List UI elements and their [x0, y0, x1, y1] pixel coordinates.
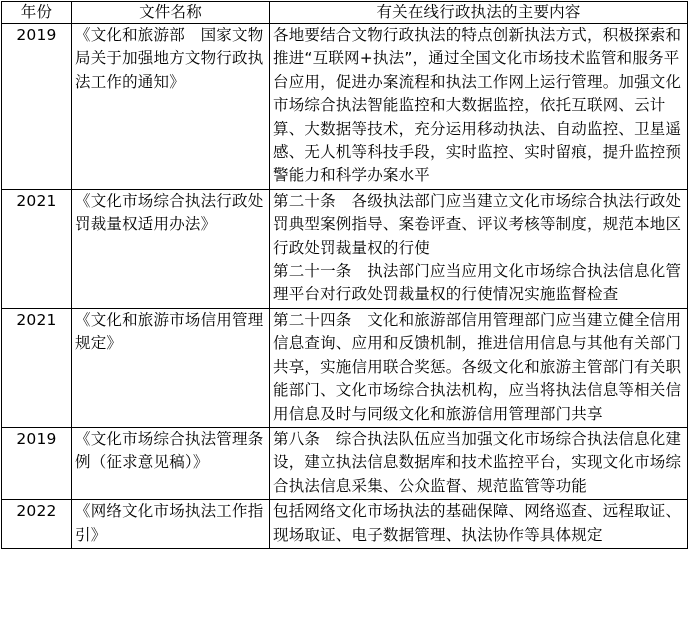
document-name-cell: 《文化和旅游市场信用管理规定》	[72, 308, 270, 427]
content-paragraph: 包括网络文化市场执法的基础保障、网络巡查、远程取证、现场取证、电子数据管理、执法协作等具体规定	[273, 502, 682, 544]
table-row	[2, 24, 688, 190]
document-name-cell: 《文化和旅游部 国家文物局关于加强地方文物行政执法工作的通知》	[72, 24, 270, 190]
content-cell	[270, 500, 688, 549]
year-cell: 2021	[2, 189, 72, 308]
year-cell: 2019	[2, 427, 72, 499]
year-cell: 2021	[2, 308, 72, 427]
table-row	[2, 189, 688, 308]
document-name-cell: 《网络文化市场执法工作指引》	[72, 500, 270, 549]
header-main-content: 有关在线行政执法的主要内容	[270, 2, 688, 24]
content-cell	[270, 308, 688, 427]
table-row	[2, 308, 688, 427]
table-header-row	[2, 2, 688, 24]
document-name-cell: 《文化市场综合执法管理条例（征求意见稿）》	[72, 427, 270, 499]
content-paragraph: 第八条 综合执法队伍应当加强文化市场综合执法信息化建设，建立执法信息数据库和技术监控平台，实现文化市场综合执法信息采集、公众监督、规范监管等功能	[273, 429, 682, 495]
content-cell	[270, 24, 688, 190]
content-paragraph: 第二十一条 执法部门应当应用文化市场综合执法信息化管理平台对行政处罚裁量权的行使情况实施监督检查	[273, 262, 682, 304]
header-year: 年份	[2, 2, 72, 24]
content-cell	[270, 189, 688, 308]
document-name-cell: 《文化市场综合执法行政处罚裁量权适用办法》	[72, 189, 270, 308]
table-row	[2, 427, 688, 499]
year-cell: 2019	[2, 24, 72, 190]
header-document-name: 文件名称	[72, 2, 270, 24]
table-row	[2, 500, 688, 549]
content-paragraph: 第二十条 各级执法部门应当建立文化市场综合执法行政处罚典型案例指导、案卷评查、评议考核等制度，规范本地区行政处罚裁量权的行使	[273, 191, 682, 257]
content-paragraph: 第二十四条 文化和旅游部信用管理部门应当建立健全信用信息查询、应用和反馈机制，推进信用信息与其他有关部门共享，实施信用联合奖惩。各级文化和旅游主管部门有关职能部门、文化市场综合执法机构，应当将执法信息等相关信用信息及时与同级文化和旅游信用管理部门共享	[273, 310, 682, 423]
content-cell	[270, 427, 688, 499]
year-cell: 2022	[2, 500, 72, 549]
policy-table	[1, 1, 688, 549]
content-paragraph: 各地要结合文物行政执法的特点创新执法方式，积极探索和推进“互联网+执法”，通过全国文化市场技术监管和服务平台应用，促进办案流程和执法工作网上运行管理。加强文化市场综合执法智能监控和大数据监控，依托互联网、云计算、大数据等技术，充分运用移动执法、自动监控、卫星遥感、无人机等科技手段，实时监控、实时留痕，提升监控预警能力和科学办案水平	[273, 26, 682, 185]
